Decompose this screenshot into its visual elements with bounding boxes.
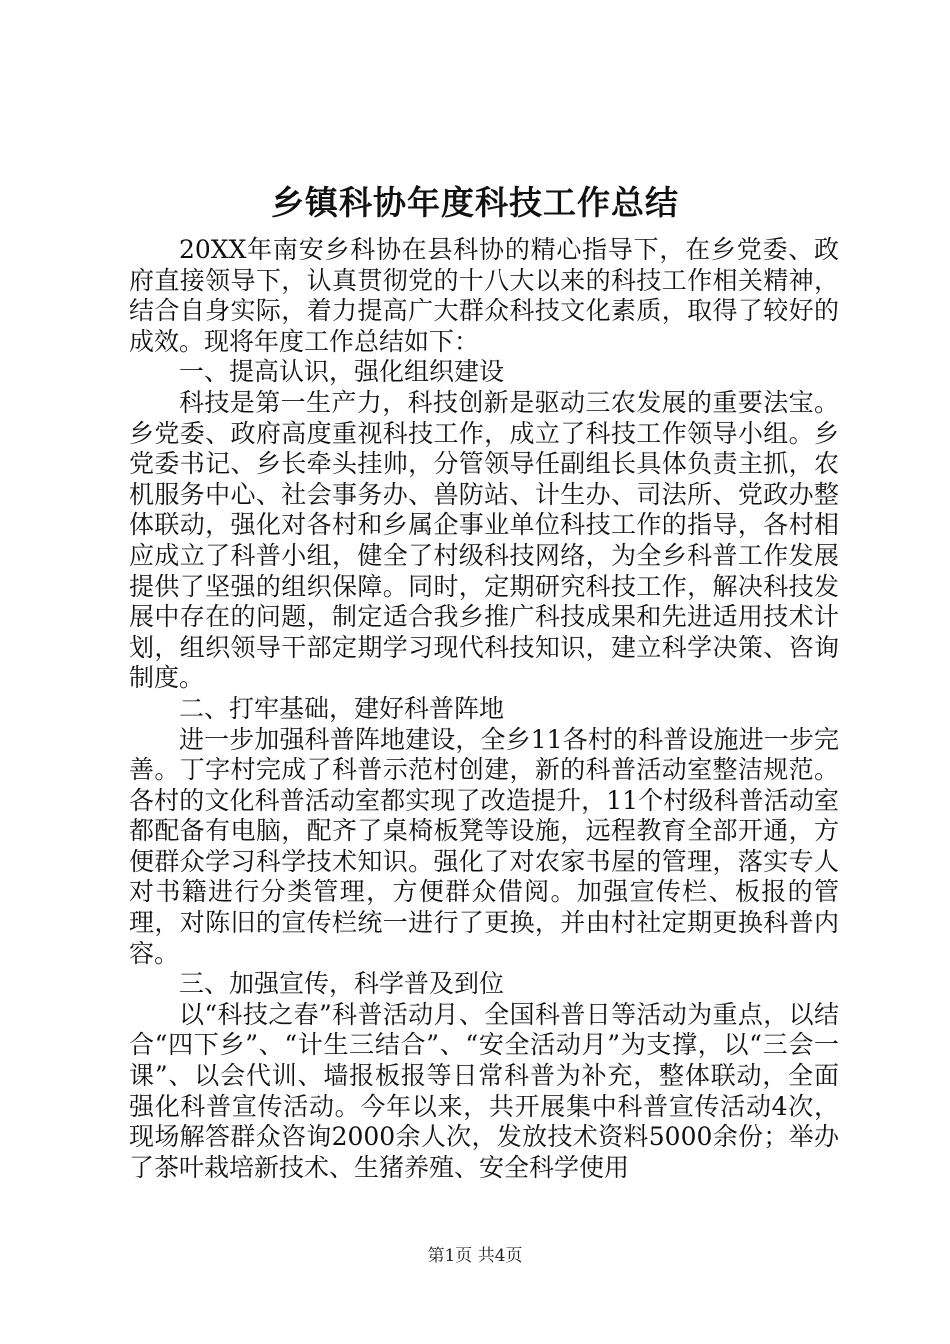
section-heading-1: 一、提高认识，强化组织建设 bbox=[179, 357, 505, 387]
section-paragraph-2: 进一步加强科普阵地建设，全乡11各村的科普设施进一步完善。丁字村完成了科普示范村创建，新的科普活动室整洁规范。各村的文化科普活动室都实现了改造提升，11个村级科普活动室都配备有电脑，配齐了桌椅板凳等设施，远程教育全部开通，方便群众学习科学技术知识。强化了对农家书屋的管理，落实专人对书籍进行分类管理，方便群众借阅。加强宣传栏、板报的管理，对陈旧的宣传栏统一进行了更换，并由村社定期更换科普内容。 bbox=[129, 724, 839, 968]
section-heading-2: 二、打牢基础，建好科普阵地 bbox=[179, 693, 505, 723]
document-body bbox=[129, 235, 839, 1183]
section-paragraph-1: 科技是第一生产力，科技创新是驱动三农发展的重要法宝。乡党委、政府高度重视科技工作，成立了科技工作领导小组。乡党委书记、乡长牵头挂帅，分管领导任副组长具体负责主抓，农机服务中心、社会事务办、兽防站、计生办、司法所、党政办整体联动，强化对各村和乡属企事业单位科技工作的指导，各村相应成立了科普小组，健全了村级科技网络，为全乡科普工作发展提供了坚强的组织保障。同时，定期研究科技工作，解决科技发展中存在的问题，制定适合我乡推广科技成果和先进适用技术计划，组织领导干部定期学习现代科技知识，建立科学决策、咨询制度。 bbox=[129, 387, 839, 693]
page-number-footer: 第1页 共4页 bbox=[427, 1246, 523, 1266]
section-heading-3: 三、加强宣传，科学普及到位 bbox=[179, 969, 505, 999]
section-paragraph-3: 以“科技之春”科普活动月、全国科普日等活动为重点，以结合“四下乡”、“计生三结合”、“安全活动月”为支撑，以“三会一课”、以会代训、墙报板报等日常科普为补充，整体联动，全面强化科普宣传活动。今年以来，共开展集中科普宣传活动4次，现场解答群众咨询2000余人次，发放技术资料5000余份；举办了茶叶栽培新技术、生猪养殖、安全科学使用 bbox=[129, 999, 839, 1182]
document-title: 乡镇科协年度科技工作总结 bbox=[271, 183, 679, 222]
intro-paragraph: 20XX年南安乡科协在县科协的精心指导下，在乡党委、政府直接领导下，认真贯彻党的十八大以来的科技工作相关精神，结合自身实际，着力提高广大群众科技文化素质，取得了较好的成效。现将年度工作总结如下： bbox=[129, 235, 839, 356]
